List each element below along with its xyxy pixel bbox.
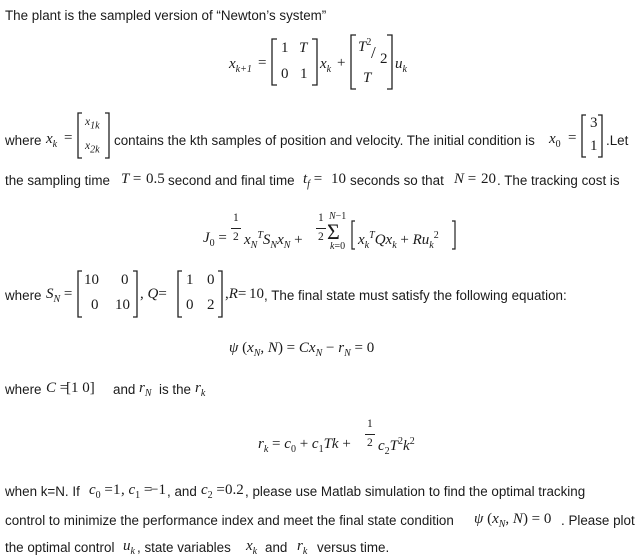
x0-velocity: 1 (590, 138, 598, 154)
matrix-A-left-bracket (270, 38, 278, 86)
SN-12: 0 (121, 272, 129, 288)
input-vector-right-bracket (386, 34, 394, 90)
matrix-A-22: 1 (300, 66, 308, 82)
input-vector-left-bracket (349, 34, 357, 90)
Q-11: 1 (186, 272, 194, 288)
final-time-value: 10 (331, 171, 346, 187)
SN-21: 0 (91, 297, 99, 313)
intro-sentence: The plant is the sampled version of “Newton’s system” (5, 8, 327, 23)
Q-22: 2 (207, 297, 215, 313)
matrix-A-12: T (299, 40, 308, 56)
C-matrix: [1 0] (66, 380, 95, 396)
matrix-A-11: 1 (281, 40, 289, 56)
terminal-constraint: ψ ($x_N$, $N) = Cx_N - r_N = 0$ (229, 340, 375, 359)
horizon-N-value: 20 (481, 171, 496, 187)
sampling-time-value: 0.5 (146, 171, 165, 187)
R-value: 10 (249, 286, 264, 302)
x0-position: 3 (590, 115, 598, 131)
c0-value: 1 (113, 482, 121, 498)
state-description: contains the kth samples of position and velocity. The initial condition is (114, 133, 535, 148)
c2-value: 0.2 (225, 482, 244, 498)
matrix-A-21: 0 (281, 66, 289, 82)
matrix-A-right-bracket (311, 38, 319, 86)
SN-11: 10 (84, 272, 99, 288)
c1-value: −1 (150, 482, 166, 498)
SN-22: 10 (115, 297, 130, 313)
Q-21: 0 (186, 297, 194, 313)
Q-12: 0 (207, 272, 215, 288)
